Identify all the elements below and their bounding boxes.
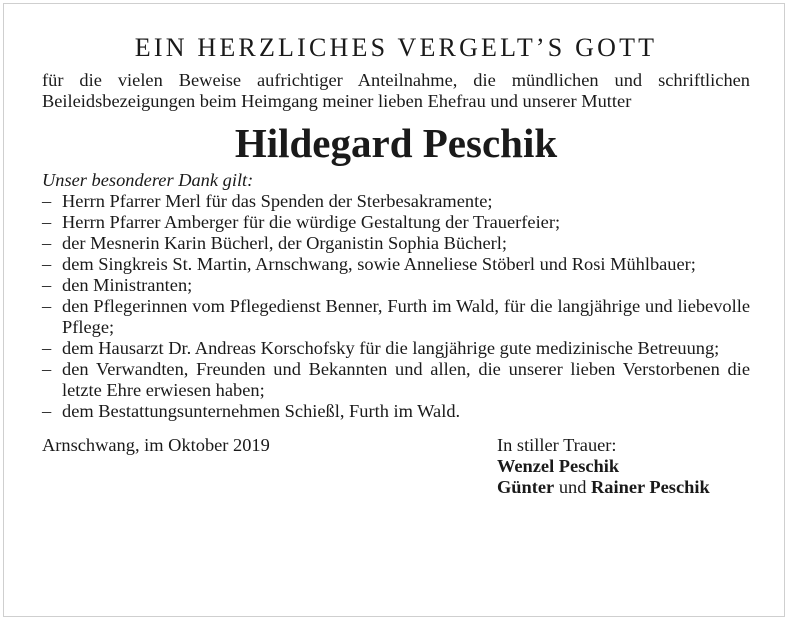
headline: EIN HERZLICHES VERGELT’S GOTT xyxy=(134,33,658,62)
thanks-item xyxy=(42,233,750,254)
mourner-name: Wenzel Peschik xyxy=(497,456,620,476)
dash-bullet: – xyxy=(42,401,52,421)
thanks-item-text: den Verwandten, Freunden und Bekannten und allen, die unserer lieben Verstorbenen die letzte Ehre erwiesen haben; xyxy=(62,359,750,400)
thanks-item-text: dem Bestattungsunternehmen Schießl, Furth im Wald. xyxy=(62,401,461,421)
thanks-item xyxy=(42,275,750,296)
thanks-list xyxy=(42,191,750,422)
mourners xyxy=(497,435,750,498)
dash-bullet: – xyxy=(42,233,52,253)
deceased-name: Hildegard Peschik xyxy=(234,120,558,166)
thanks-item xyxy=(42,338,750,359)
thanks-item xyxy=(42,401,750,422)
thanks-item xyxy=(42,296,750,338)
thanks-item xyxy=(42,254,750,275)
thank-you-notice xyxy=(42,32,750,498)
thanks-heading: Unser besonderer Dank gilt: xyxy=(42,170,254,190)
mourner-name: Rainer Peschik xyxy=(591,477,710,497)
dash-bullet: – xyxy=(42,191,52,211)
dash-bullet: – xyxy=(42,254,52,274)
thanks-item xyxy=(42,212,750,233)
thanks-item-text: Herrn Pfarrer Amberger für die würdige Gestaltung der Trauerfeier; xyxy=(62,212,561,232)
dash-bullet: – xyxy=(42,296,52,316)
thanks-item-text: Herrn Pfarrer Merl für das Spenden der Sterbesakramente; xyxy=(62,191,493,211)
thanks-item-text: dem Singkreis St. Martin, Arnschwang, sowie Anneliese Stöberl und Rosi Mühlbauer; xyxy=(62,254,696,274)
thanks-item xyxy=(42,359,750,401)
mourner-name: Günter xyxy=(497,477,555,497)
thanks-item-text: der Mesnerin Karin Bücherl, der Organistin Sophia Bücherl; xyxy=(62,233,508,253)
mourner-line xyxy=(497,477,750,498)
dash-bullet: – xyxy=(42,359,52,379)
place-date: Arnschwang, im Oktober 2019 xyxy=(42,435,270,455)
intro-text: für die vielen Beweise aufrichtiger Anteilnahme, die mündlichen und schriftlichen Beileidsbezeigungen beim Heimgang meiner lieben Ehefrau und unserer Mutter xyxy=(42,70,750,111)
dash-bullet: – xyxy=(42,275,52,295)
mourning-label: In stiller Trauer: xyxy=(497,435,617,455)
signature-block xyxy=(42,435,750,498)
thanks-item xyxy=(42,191,750,212)
thanks-item-text: den Pflegerinnen vom Pflegedienst Benner, Furth im Wald, für die langjährige und liebevolle Pflege; xyxy=(62,296,750,337)
mourner-connector: und xyxy=(554,477,591,497)
thanks-item-text: den Ministranten; xyxy=(62,275,193,295)
dash-bullet: – xyxy=(42,212,52,232)
dash-bullet: – xyxy=(42,338,52,358)
thanks-item-text: dem Hausarzt Dr. Andreas Korschofsky für die langjährige gute medizinische Betreuung; xyxy=(62,338,720,358)
